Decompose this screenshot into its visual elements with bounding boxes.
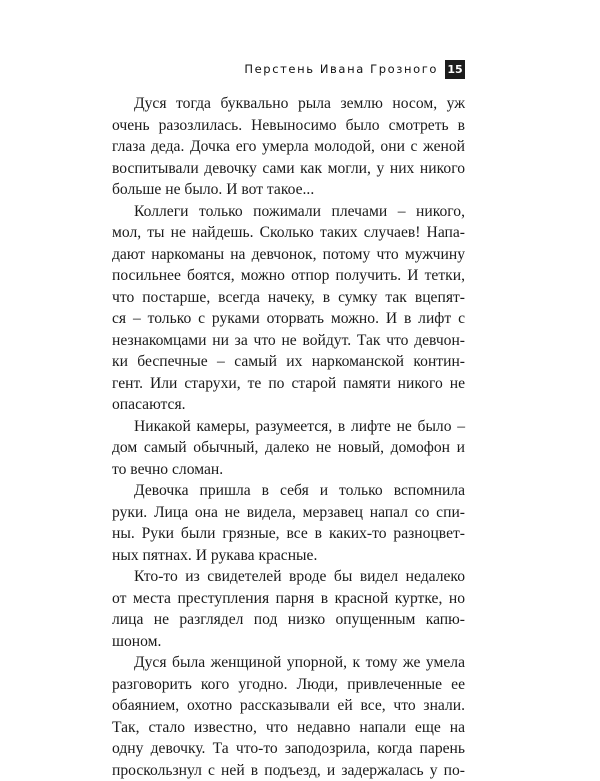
paragraph <box>112 201 465 416</box>
text-line: больше не было. И вот такое... <box>112 179 465 201</box>
text-line: ных пятнах. И рукава красные. <box>112 545 465 567</box>
text-line: воспитывали девочку сами как могли, у них никого <box>112 158 465 180</box>
text-line: Дуся была женщиной упорной, к тому же умела <box>112 652 465 674</box>
text-line: дают наркоманы на девчонок, потому что мужчину <box>112 244 465 266</box>
text-line: шоном. <box>112 631 465 653</box>
text-line: очень разозлилась. Невыносимо было смотреть в <box>112 115 465 137</box>
text-line: глаза деда. Дочка его умерла молодой, они с женой <box>112 136 465 158</box>
text-line: гент. Или старухи, те по старой памяти никого не <box>112 373 465 395</box>
text-line: разговорить кого угодно. Люди, привлеченные ее <box>112 674 465 696</box>
text-line: лица не разглядел под низко опущенным капю- <box>112 609 465 631</box>
text-line: руки. Лица она не видела, мерзавец напал со спи- <box>112 502 465 524</box>
paragraph <box>112 652 465 781</box>
paragraph <box>112 480 465 566</box>
text-line: дом самый обычный, далеко не новый, домофон и <box>112 437 465 459</box>
text-line: Коллеги только пожимали плечами – никого, <box>112 201 465 223</box>
page-number-badge: 15 <box>445 60 465 79</box>
paragraph <box>112 93 465 201</box>
text-line: от места преступления парня в красной куртке, но <box>112 588 465 610</box>
text-line: то вечно сломан. <box>112 459 465 481</box>
text-line: что постарше, всегда начеку, в сумку так вцепят- <box>112 287 465 309</box>
text-line: посильнее боятся, можно отпор получить. И тетки, <box>112 265 465 287</box>
text-line: обаянием, охотно рассказывали ей все, что знали. <box>112 695 465 717</box>
running-head <box>120 58 465 80</box>
text-line: одну девочку. Та что-то заподозрила, когда парень <box>112 738 465 760</box>
text-line: Так, стало известно, что недавно напали еще на <box>112 717 465 739</box>
text-line: проскользнул с ней в подъезд, и задержалась у по- <box>112 760 465 781</box>
text-line: мол, ты не найдешь. Сколько таких случаев! Напа- <box>112 222 465 244</box>
text-line: ны. Руки были грязные, все в каких-то разноцвет- <box>112 523 465 545</box>
text-line: Никакой камеры, разумеется, в лифте не было – <box>112 416 465 438</box>
text-line: незнакомцами ни за что не войдут. Так что девчон- <box>112 330 465 352</box>
text-line: Дуся тогда буквально рыла землю носом, уж <box>112 93 465 115</box>
body-text <box>112 93 465 781</box>
text-line: ки беспечные – самый их наркоманской контин- <box>112 351 465 373</box>
text-line: Кто-то из свидетелей вроде бы видел недалеко <box>112 566 465 588</box>
text-line: ся – только с руками оторвать можно. И в лифт с <box>112 308 465 330</box>
paragraph <box>112 566 465 652</box>
text-line: опасаются. <box>112 394 465 416</box>
running-head-title: Перстень Ивана Грозного <box>244 62 438 76</box>
paragraph <box>112 416 465 481</box>
text-line: Девочка пришла в себя и только вспомнила <box>112 480 465 502</box>
